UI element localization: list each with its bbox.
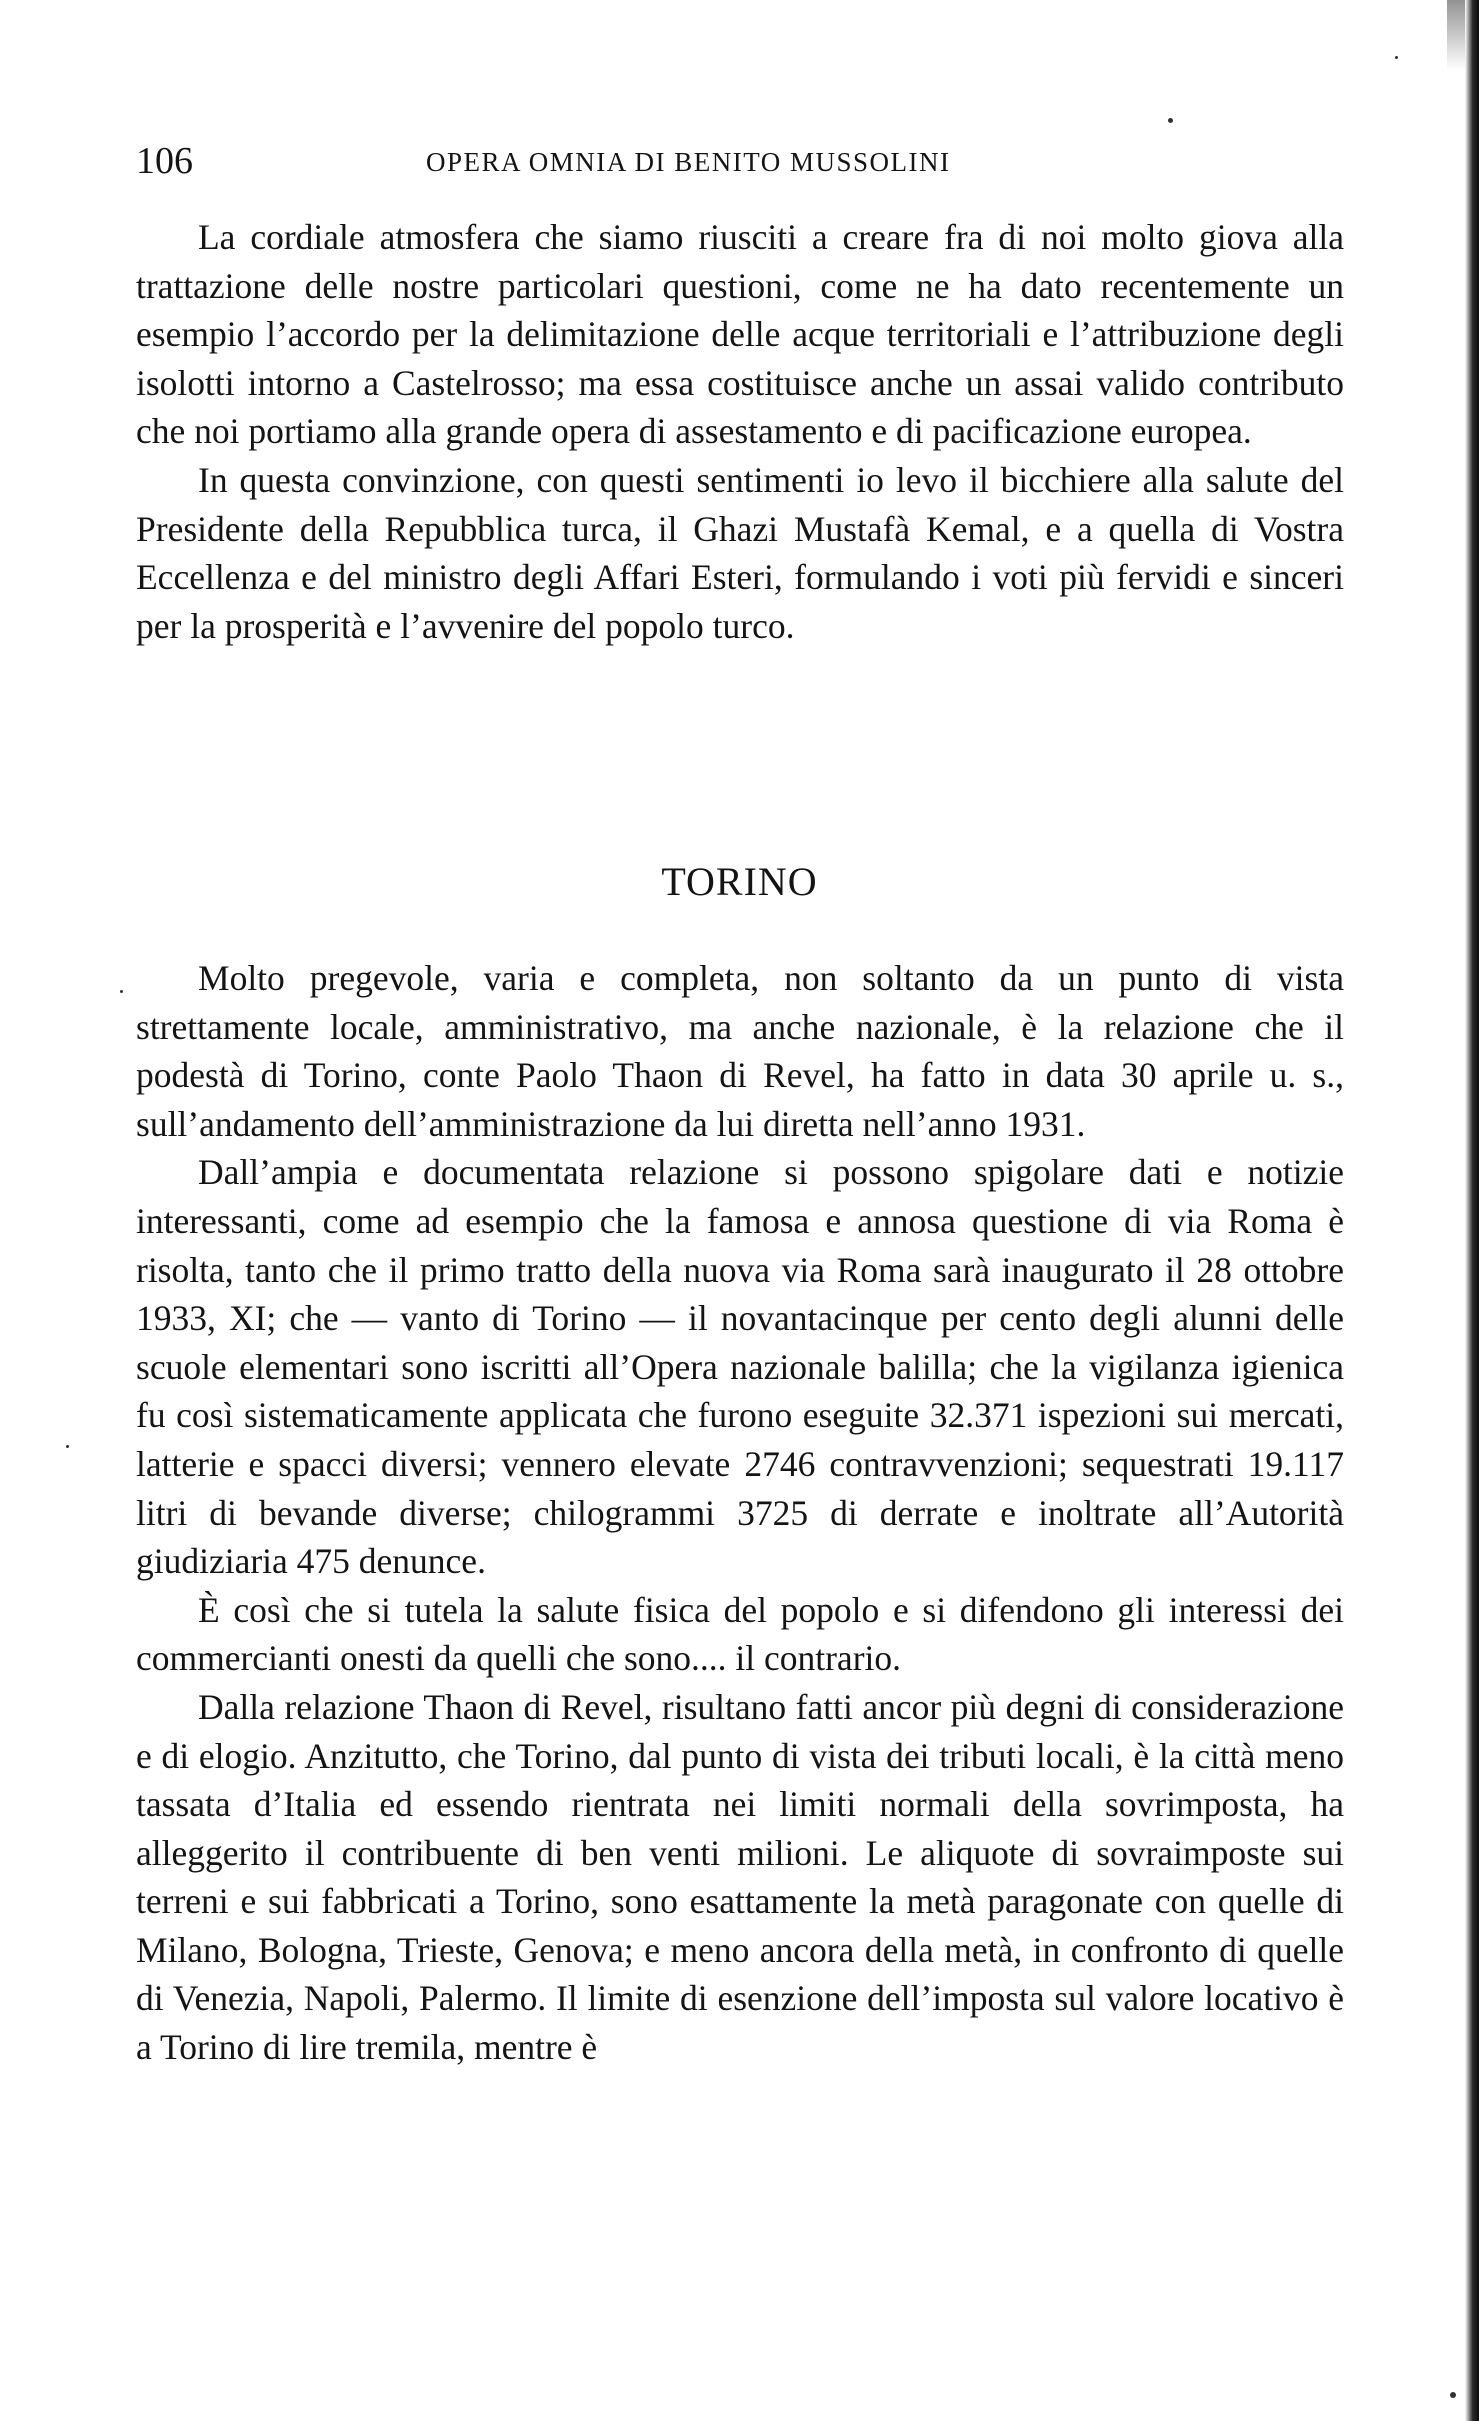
scan-speck xyxy=(1395,56,1398,59)
scan-speck xyxy=(1450,2392,1456,2398)
page-number: 106 xyxy=(136,140,193,182)
scan-speck xyxy=(120,990,123,993)
paragraph: Molto pregevole, varia e completa, non soltanto da un punto di vista strettamente locale, amministrativo, ma anche nazionale, è la relazione che il podestà di Torino, conte Paolo Thaon di Revel, ha fatto in data 30 aprile u. s., sull’andamento dell’amministrazione da lui diretta nell’anno 1931. xyxy=(136,958,1344,1144)
running-title: OPERA OMNIA DI BENITO MUSSOLINI xyxy=(426,147,951,177)
section-title: TORINO xyxy=(661,859,818,904)
speech-text-block xyxy=(136,213,1344,650)
scan-speck xyxy=(1168,118,1173,123)
paragraph: Dall’ampia e documentata relazione si possono spigolare dati e notizie interessanti, come ad esempio che la famosa e annosa questione di via Roma è risolta, tanto che il primo tratto della nuova via Roma sarà inaugurato il 28 ottobre 1933, XI; che — vanto di Torino — il novantacinque per cento degli alunni delle scuole elementari sono iscritti all’Opera nazionale balilla; che la vigilanza igienica fu così sistematicamente applicata che furono eseguite 32.371 ispezioni sui mercati, latterie e spacci diversi; vennero elevate 2746 contravvenzioni; sequestrati 19.117 litri di bevande diverse; chilogrammi 3725 di derrate e inoltrate all’Autorità giudiziaria 475 denunce. xyxy=(136,1152,1344,1582)
running-head xyxy=(136,136,1336,186)
scan-speck xyxy=(66,1445,69,1448)
paragraph: In questa convinzione, con questi sentimenti io levo il bicchiere alla salute del Presidente della Repubblica turca, il Ghazi Mustafà Kemal, e a quella di Vostra Eccellenza e del ministro degli Affari Esteri, formulando i voti più fervidi e sinceri per la prosperità e l’avvenire del popolo turco. xyxy=(136,459,1344,646)
paragraph: Dalla relazione Thaon di Revel, risultano fatti ancor più degni di considerazione e di elogio. Anzitutto, che Torino, dal punto di vista dei tributi locali, è la città meno tassata d’Italia ed essendo rientrata nei limiti normali della sovrimposta, ha alleggerito il contribuente di ben venti milioni. Le aliquote di sovraimposte sui terreni e sui fabbricati a Torino, sono esattamente la metà paragonate con quelle di Milano, Bologna, Trieste, Genova; e meno ancora della metà, in confronto di quelle di Venezia, Napoli, Palermo. Il limite di esenzione dell’imposta sul valore locativo è a Torino di lire tremila, mentre è xyxy=(136,1686,1344,2068)
paragraph: La cordiale atmosfera che siamo riusciti a creare fra di noi molto giova alla trattazione delle nostre particolari questioni, come ne ha dato recentemente un esempio l’accordo per la delimitazione delle acque territoriali e l’attribuzione degli isolotti intorno a Castelrosso; ma essa costituisce anche un assai valido contributo che noi portiamo alla grande opera di assestamento e di pacificazione europea. xyxy=(136,217,1344,452)
page-binding-edge xyxy=(1465,0,1479,2421)
torino-article-block xyxy=(136,954,1344,2072)
paragraph: È così che si tutela la salute fisica del popolo e si difendono gli interessi dei commercianti onesti da quelli che sono.... il contrario. xyxy=(136,1589,1344,1679)
